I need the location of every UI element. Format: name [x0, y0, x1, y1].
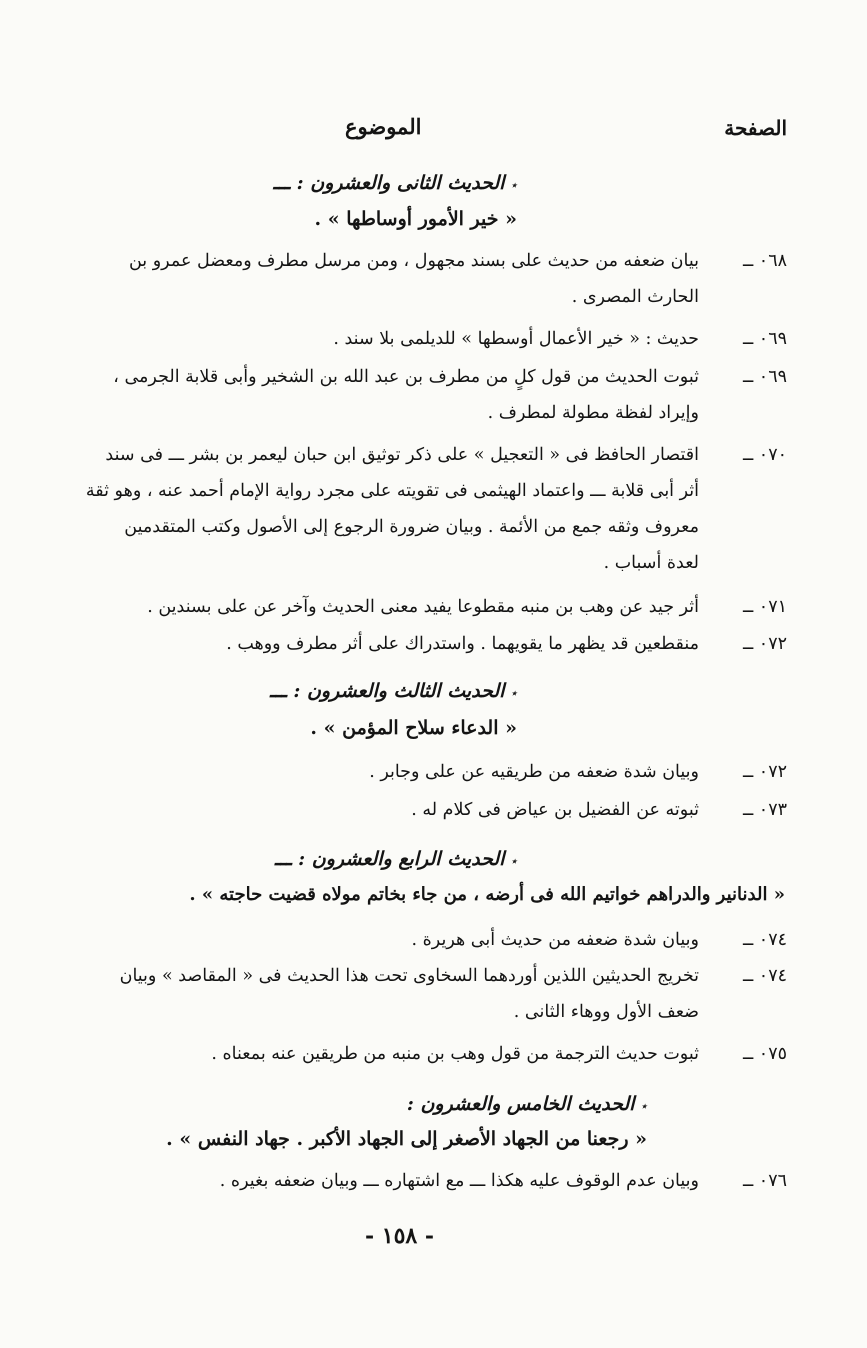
entry-text: بيان ضعفه من حديث على بسند مجهول ، ومن مرسل مطرف ومعضل عمرو بن الحارث المصرى . — [128, 251, 699, 307]
page-number: - ١٥٨ - — [365, 1223, 435, 1249]
entry-text: حديث : « خير الأعمال أوسطها » للديلمى بلا سند . — [333, 329, 699, 349]
index-entry — [60, 359, 787, 431]
index-entry — [60, 792, 787, 828]
index-entry — [60, 1163, 787, 1199]
section-heading: ٭الحديث الثالث والعشرون : ـــ — [270, 680, 517, 702]
index-entry — [60, 1036, 787, 1072]
section-heading: ٭الحديث الخامس والعشرون : — [406, 1093, 647, 1115]
entry-number: ٠٧٦ ــ — [742, 1171, 787, 1191]
index-entry — [60, 243, 787, 315]
entry-number: ٠٧٠ ــ — [742, 445, 787, 465]
entry-text: اقتصار الحافظ فى « التعجيل » على ذكر توثيق ابن حبان ليعمر بن بشر ـــ فى سند أثر أبى قلابة ـــ واعتماد الهيثمى فى تقويته على مجرد رواية الإمام أحمد عنه ، وهو ثقة معروف وثقه جمع من الأئمة . وبيان ضرورة الرجوع إلى الأصول وكتب المتقدمين لعدة أسباب . — [85, 445, 699, 573]
entry-number: ٠٧٢ ــ — [742, 762, 787, 782]
index-entry — [60, 589, 787, 625]
entry-text: وبيان عدم الوقوف عليه هكذا ـــ مع اشتهاره ـــ وبيان ضعفه بغيره . — [219, 1171, 699, 1191]
entry-text: منقطعين قد يظهر ما يقويهما . واستدراك على أثر مطرف ووهب . — [226, 634, 699, 654]
entry-text: ثبوته عن الفضيل بن عياض فى كلام له . — [411, 800, 699, 820]
entry-number: ٠٦٩ ــ — [742, 329, 787, 349]
section-heading: ٭الحديث الرابع والعشرون : ـــ — [274, 848, 517, 870]
entry-number: ٠٧١ ــ — [742, 597, 787, 617]
entry-number: ٠٧٢ ــ — [742, 634, 787, 654]
index-entry — [60, 922, 787, 958]
entry-number: ٠٧٣ ــ — [742, 800, 787, 820]
section-heading: ٭الحديث الثانى والعشرون : ـــ — [273, 172, 517, 194]
entry-number: ٠٧٥ ــ — [742, 1044, 787, 1064]
index-entry — [60, 321, 787, 357]
entry-text: ثبوت الحديث من قول كلٍ من مطرف بن عبد الله بن الشخير وأبى قلابة الجرمى ، وإيراد لفظة مطولة لمطرف . — [113, 367, 699, 423]
index-entry — [60, 626, 787, 662]
entry-text: وبيان شدة ضعفه من حديث أبى هريرة . — [411, 930, 699, 950]
hadith-title: « رجعنا من الجهاد الأصغر إلى الجهاد الأكبر . جهاد النفس » . — [166, 1128, 647, 1150]
hadith-title: « الدعاء سلاح المؤمن » . — [310, 717, 517, 739]
hadith-title: « خير الأمور أوساطها » . — [314, 208, 517, 230]
index-entry — [60, 437, 787, 581]
entry-number: ٠٦٨ ــ — [742, 251, 787, 271]
hadith-title: « الدنانير والدراهم خواتيم الله فى أرضه ، من جاء بخاتم مولاه قضيت حاجته » . — [189, 884, 785, 905]
entry-number: ٠٦٩ ــ — [742, 367, 787, 387]
page-column-header: الصفحة — [724, 116, 787, 140]
entry-number: ٠٧٤ ــ — [742, 930, 787, 950]
index-entry — [60, 754, 787, 790]
index-entry — [60, 958, 787, 1030]
entry-text: تخريج الحديثين اللذين أوردهما السخاوى تحت هذا الحديث فى « المقاصد » وبيان ضعف الأول ووهاء الثانى . — [119, 966, 699, 1022]
entry-text: أثر جيد عن وهب بن منبه مقطوعا يفيد معنى الحديث وآخر عن على بسندين . — [147, 597, 699, 617]
entry-text: وبيان شدة ضعفه من طريقيه عن على وجابر . — [369, 762, 699, 782]
entry-text: ثبوت حديث الترجمة من قول وهب بن منبه من طريقين عنه بمعناه . — [211, 1044, 699, 1064]
topic-column-header: الموضوع — [345, 114, 422, 139]
entry-number: ٠٧٤ ــ — [742, 966, 787, 986]
